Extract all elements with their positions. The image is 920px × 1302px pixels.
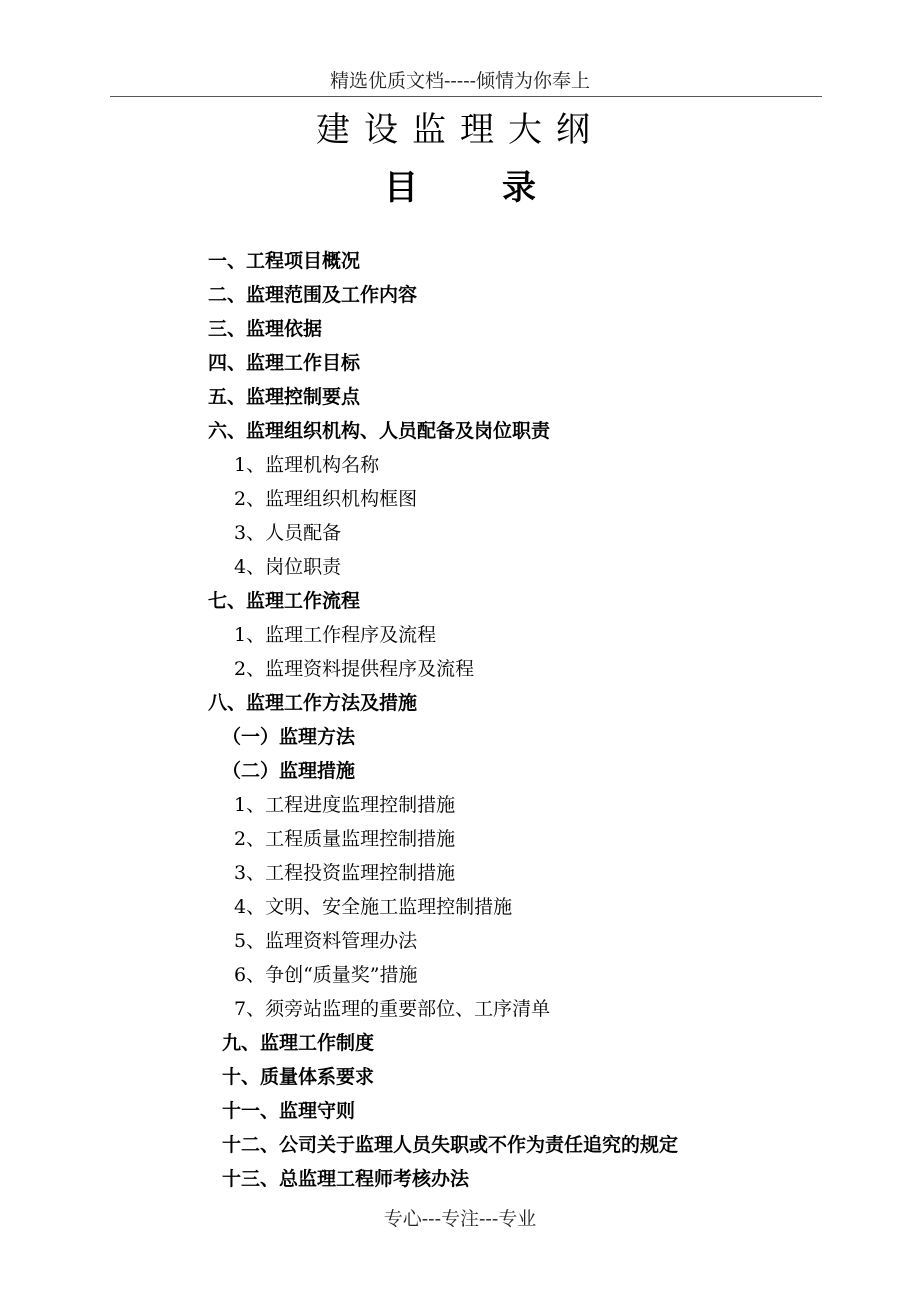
page-footer: 专心---专注---专业 — [383, 1208, 537, 1230]
toc-entry: 九、监理工作制度 — [222, 1032, 375, 1054]
toc-entry: 十、质量体系要求 — [222, 1066, 375, 1088]
toc-entry: 5、监理资料管理办法 — [234, 930, 418, 952]
toc-entry: 1、监理机构名称 — [234, 454, 380, 476]
toc-entry: 五、监理控制要点 — [208, 386, 361, 408]
toc-entry: 七、监理工作流程 — [208, 590, 361, 612]
toc-entry: 4、岗位职责 — [234, 556, 342, 578]
toc-entry: 2、监理组织机构框图 — [234, 488, 418, 510]
header-divider — [110, 96, 822, 97]
toc-entry: 一、工程项目概况 — [208, 250, 361, 272]
toc-entry: （二）监理措施 — [222, 760, 356, 782]
toc-heading-left: 目 — [384, 168, 418, 208]
toc-entry: 1、工程进度监理控制措施 — [234, 794, 456, 816]
toc-entry: 十三、总监理工程师考核办法 — [222, 1168, 470, 1190]
toc-entry: 4、文明、安全施工监理控制措施 — [234, 896, 513, 918]
toc-entry: 十二、公司关于监理人员失职或不作为责任追究的规定 — [222, 1134, 679, 1156]
toc-entry: 六、监理组织机构、人员配备及岗位职责 — [208, 420, 551, 442]
toc-entry: 四、监理工作目标 — [208, 352, 361, 374]
toc-entry: 三、监理依据 — [208, 318, 323, 340]
toc-entry: 3、工程投资监理控制措施 — [234, 862, 456, 884]
toc-heading — [0, 166, 920, 210]
document-title: 建设监理大纲 — [316, 110, 604, 150]
toc-entry: 十一、监理守则 — [222, 1100, 356, 1122]
toc-entry: 3、人员配备 — [234, 522, 342, 544]
page-header: 精选优质文档-----倾情为你奉上 — [329, 70, 591, 92]
toc-entry: 二、监理范围及工作内容 — [208, 284, 418, 306]
toc-heading-right: 录 — [502, 168, 536, 208]
toc-entry: 八、监理工作方法及措施 — [208, 692, 418, 714]
toc-entry: 2、监理资料提供程序及流程 — [234, 658, 475, 680]
toc-entry: （一）监理方法 — [222, 726, 356, 748]
toc-entry: 6、争创“质量奖”措施 — [234, 964, 418, 986]
toc-entry: 2、工程质量监理控制措施 — [234, 828, 456, 850]
toc-entry: 7、须旁站监理的重要部位、工序清单 — [234, 998, 551, 1020]
toc-entry: 1、监理工作程序及流程 — [234, 624, 437, 646]
